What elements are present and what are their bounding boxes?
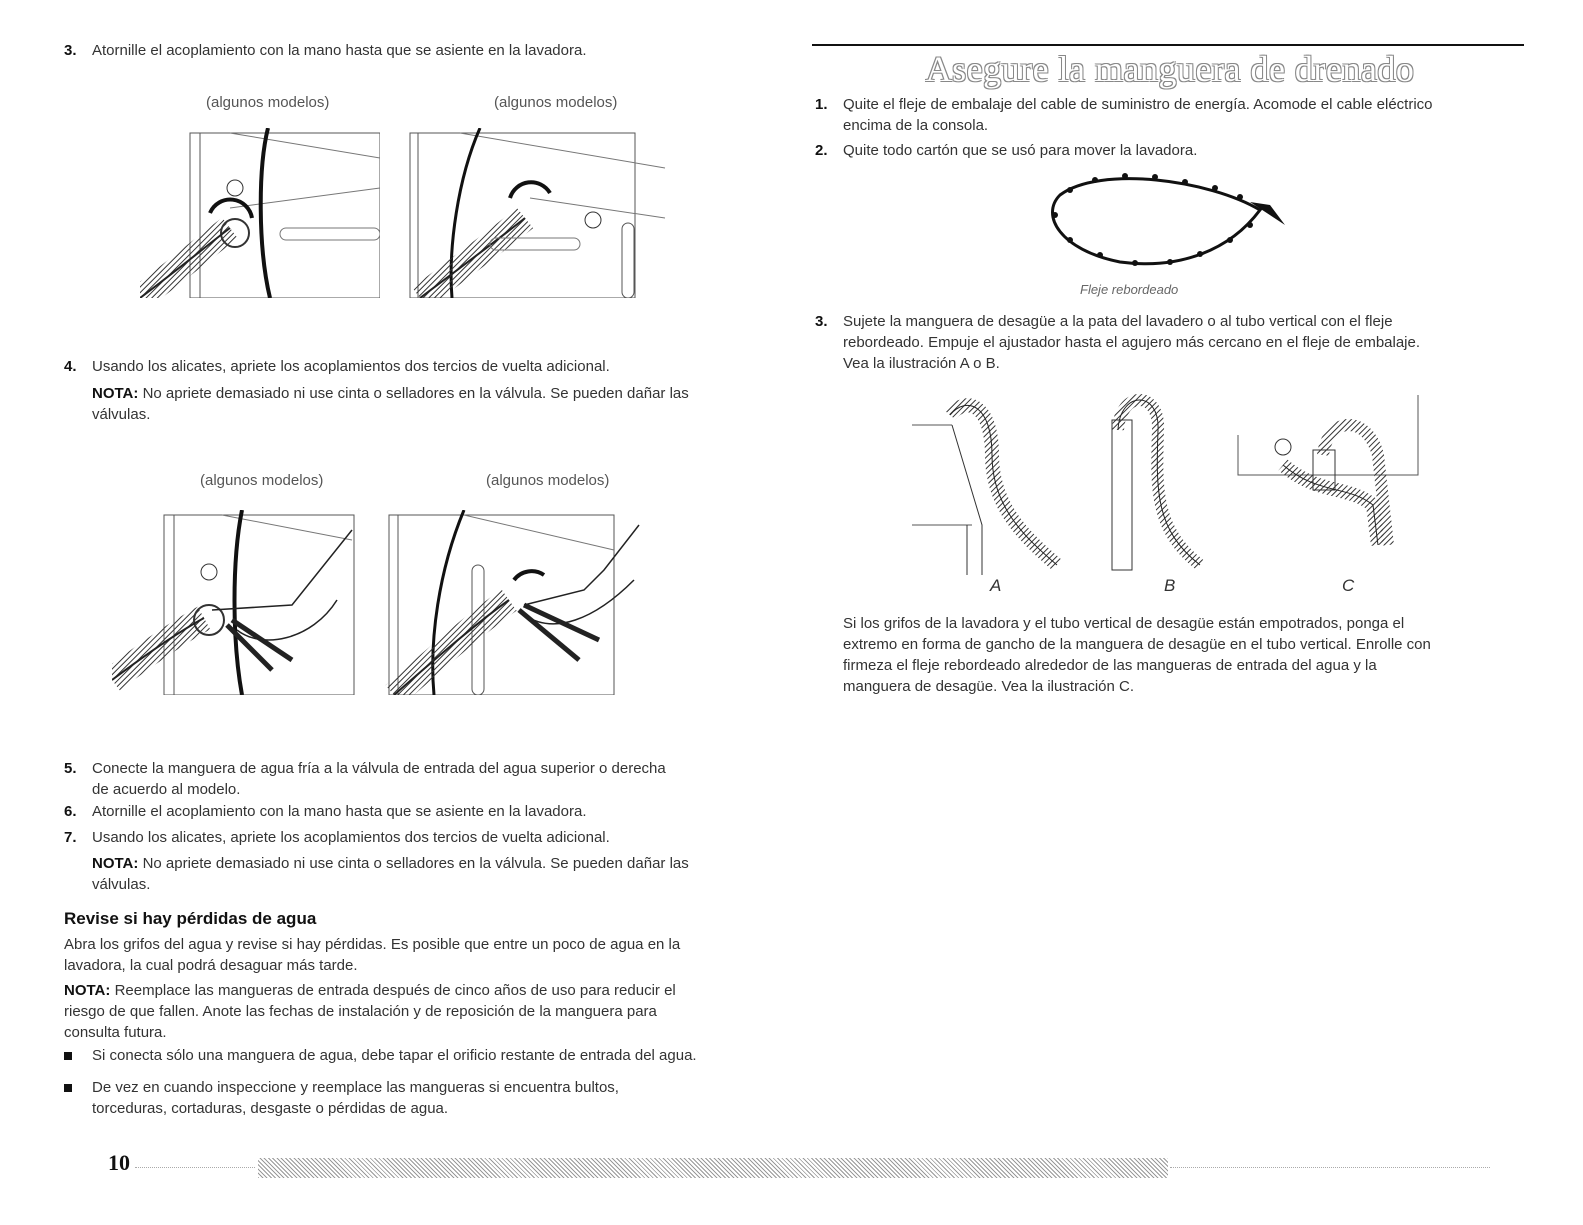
label-b: B	[1164, 576, 1176, 595]
footer-dotted-right	[1170, 1167, 1490, 1169]
right-step-2-number: 2.	[815, 142, 828, 159]
step-5-line-1: Conecte la manguera de agua fría a la válvula de entrada del agua superior o derecha	[92, 760, 666, 777]
figure-pliers-left	[112, 510, 362, 695]
step-6-number: 6.	[64, 803, 77, 820]
section-top-rule	[812, 44, 1524, 46]
bullet-marker-2	[64, 1084, 72, 1092]
illustration-c	[1228, 395, 1428, 555]
nota-2-line-2: válvulas.	[92, 876, 151, 893]
caption-some-models-2: (algunos modelos)	[494, 94, 618, 111]
right-step-3-line-2: rebordeado. Empuje el ajustador hasta el agujero más cercano en el fleje de embalaje.	[843, 334, 1421, 351]
caption-some-models-3: (algunos modelos)	[200, 472, 324, 489]
section-title: Asegure la manguera de drenado	[925, 49, 1415, 89]
bullet-2-line-2: torceduras, cortaduras, desgaste o pérdidas de agua.	[92, 1100, 449, 1117]
para-c-line-4: manguera de desagüe. Vea la ilustración C.	[843, 678, 1135, 695]
figure-hand-tighten-right	[400, 128, 670, 298]
nota-1-line-2: válvulas.	[92, 406, 151, 423]
right-step-1-number: 1.	[815, 96, 828, 113]
bullet-marker-1	[64, 1052, 72, 1060]
figure-pliers-right	[384, 510, 644, 695]
nota-3-text: Reemplace las mangueras de entrada después de cinco años de uso para reducir el	[114, 982, 676, 999]
nota-2-text: No apriete demasiado ni use cinta o selladores en la válvula. Se pueden dañar las	[142, 855, 689, 872]
nota-1-text: No apriete demasiado ni use cinta o selladores en la válvula. Se pueden dañar las	[142, 385, 689, 402]
step-3-text: Atornille el acoplamiento con la mano hasta que se asiente en la lavadora.	[92, 42, 587, 59]
right-step-1-line-2: encima de la consola.	[843, 117, 989, 134]
leak-para-line-2: lavadora, la cual podrá desaguar más tarde.	[64, 957, 358, 974]
para-c-line-1: Si los grifos de la lavadora y el tubo vertical de desagüe están empotrados, ponga el	[843, 615, 1405, 632]
nota-3-line-1	[64, 980, 676, 1001]
step-6-text: Atornille el acoplamiento con la mano hasta que se asiente en la lavadora.	[92, 803, 587, 820]
figure-hand-tighten-left	[140, 128, 380, 298]
figure-beaded-strap	[1040, 170, 1300, 275]
para-c-line-2: extremo en forma de gancho de la manguera de desagüe en el tubo vertical. Enrolle con	[843, 636, 1431, 653]
illustration-b	[1100, 390, 1210, 575]
para-c-line-3: firmeza el fleje rebordeado alrededor de las mangueras de entrada del agua y la	[843, 657, 1377, 674]
caption-some-models-4: (algunos modelos)	[486, 472, 610, 489]
footer-dotted-left	[135, 1167, 255, 1169]
leak-check-heading: Revise si hay pérdidas de agua	[64, 909, 317, 928]
nota-2-line-1	[92, 853, 689, 874]
right-step-3-number: 3.	[815, 313, 828, 330]
step-5-line-2: de acuerdo al modelo.	[92, 781, 241, 798]
nota-3-line-2: riesgo de que fallen. Anote las fechas de instalación y de reposición de la manguera para	[64, 1003, 657, 1020]
right-step-1-line-1: Quite el fleje de embalaje del cable de suministro de energía. Acomode el cable eléctrico	[843, 96, 1433, 113]
footer-pattern-bar	[258, 1158, 1168, 1178]
right-step-3-line-3: Vea la ilustración A o B.	[843, 355, 1000, 372]
step-7-number: 7.	[64, 829, 77, 846]
step-3-number: 3.	[64, 42, 77, 59]
illustration-a	[912, 395, 1062, 580]
bullet-1-text: Si conecta sólo una manguera de agua, debe tapar el orificio restante de entrada del agua.	[92, 1047, 697, 1064]
step-7-text: Usando los alicates, apriete los acoplamientos dos tercios de vuelta adicional.	[92, 829, 610, 846]
leak-para-line-1: Abra los grifos del agua y revise si hay pérdidas. Es posible que entre un poco de agua en la	[64, 936, 681, 953]
nota-2-label: NOTA:	[92, 855, 139, 872]
step-5-number: 5.	[64, 760, 77, 777]
nota-1-label: NOTA:	[92, 385, 139, 402]
caption-some-models-1: (algunos modelos)	[206, 94, 330, 111]
nota-1-line-1	[92, 383, 689, 404]
label-a: A	[990, 576, 1002, 595]
right-step-2-text: Quite todo cartón que se usó para mover la lavadora.	[843, 142, 1198, 159]
nota-3-label: NOTA:	[64, 982, 111, 999]
bullet-2-line-1: De vez en cuando inspeccione y reemplace las mangueras si encuentra bultos,	[92, 1079, 619, 1096]
fleje-caption: Fleje rebordeado	[1080, 282, 1179, 297]
page-number: 10	[108, 1150, 130, 1175]
label-c: C	[1342, 576, 1355, 595]
step-4-number: 4.	[64, 358, 77, 375]
right-step-3-line-1: Sujete la manguera de desagüe a la pata del lavadero o al tubo vertical con el fleje	[843, 313, 1393, 330]
nota-3-line-3: consulta futura.	[64, 1024, 167, 1041]
step-4-text: Usando los alicates, apriete los acoplamientos dos tercios de vuelta adicional.	[92, 358, 610, 375]
